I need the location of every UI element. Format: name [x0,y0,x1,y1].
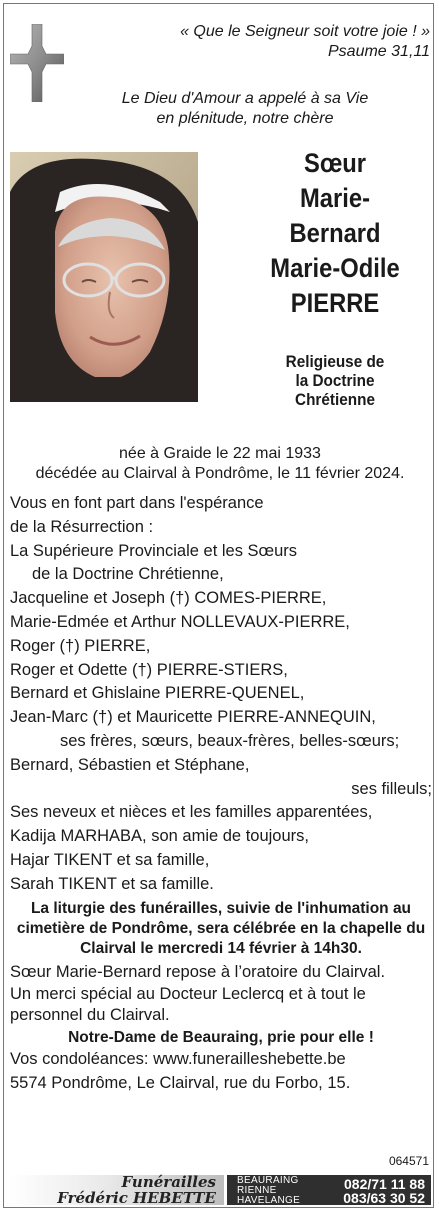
phone-number-1[interactable]: 082/71 11 88 [344,1176,425,1192]
condolences-link[interactable]: Vos condoléances: www.funerailleshebette.be [10,1050,346,1069]
name-line-3: Bernard [289,218,381,248]
intro-line-2: en plénitude, notre chère [156,110,334,127]
quote-source: Psaume 31,11 [328,43,430,60]
intro-line-1: Le Dieu d'Amour a appelé à sa Vie [121,90,369,107]
announcement-line: Vous en font part dans l'espérance [10,494,264,512]
deceased-name [251,146,418,321]
name-line-2: Marie- [300,183,370,213]
funeral-home-contacts [227,1175,431,1205]
funeral-home-line-1: Funérailles [121,1173,216,1191]
family-line: de la Doctrine Chrétienne, [32,565,224,584]
family-line: Roger et Odette (†) PIERRE-STIERS, [10,660,288,679]
announcement-line: de la Résurrection : [10,517,154,536]
family-line: ses frères, sœurs, beaux-frères, belles-sœurs; [60,731,400,750]
funeral-home-name [9,1175,224,1205]
family-line: Sarah TIKENT et sa famille. [10,874,214,893]
family-line: Roger (†) PIERRE, [10,636,151,655]
reference-number: 064571 [388,1154,429,1168]
portrait-photo [10,152,198,402]
prayer-text: Notre-Dame de Beauraing, prie pour elle ! [68,1029,374,1047]
order-line-1: Religieuse de [285,352,385,371]
death-date: décédée au Clairval à Pondrôme, le 11 février 2024. [35,465,405,482]
name-line-4: Marie-Odile [270,253,400,283]
order-line-2: la Doctrine [295,371,375,390]
name-line-5: PIERRE [290,288,380,318]
notice-body [10,492,432,1096]
order-line-3: Chrétienne [295,390,375,409]
location-beauraing: BEAURAING [237,1175,299,1186]
funeral-details: La liturgie des funérailles, suivie de l'inhumation au cimetière de Pondrôme, sera célébrée en la chapelle du Clairval le mercredi 14 février à 14h30. [16,899,426,957]
family-line: Jean-Marc (†) et Mauricette PIERRE-ANNEQUIN, [10,708,376,727]
funeral-home-banner [9,1175,431,1205]
location-havelange: HAVELANGE [237,1195,301,1206]
family-line: Jacqueline et Joseph (†) COMES-PIERRE, [10,589,327,608]
family-line: Bernard, Sébastien et Stéphane, [10,755,250,774]
birth-death-dates [10,444,430,484]
birth-date: née à Graide le 22 mai 1933 [119,445,321,462]
family-line: ses filleuls; [351,779,432,798]
family-line: Marie-Edmée et Arthur NOLLEVAUX-PIERRE, [10,612,350,631]
family-line: Bernard et Ghislaine PIERRE-QUENEL, [10,684,305,703]
rest-location: Sœur Marie-Bernard repose à l’oratoire du Clairval. [10,962,386,981]
quote-text: « Que le Seigneur soit votre joie ! » [180,23,430,40]
phone-number-2[interactable]: 083/63 30 52 [343,1190,425,1206]
name-line-1: Sœur [303,148,367,178]
family-line: Hajar TIKENT et sa famille, [10,850,210,869]
intro-text [70,89,420,129]
religious-order [259,352,412,409]
scripture-quote [80,22,430,62]
family-line: La Supérieure Provinciale et les Sœurs [10,541,298,560]
location-rienne: RIENNE [237,1185,277,1196]
family-line: Ses neveux et nièces et les familles apparentées, [10,803,373,822]
family-line: Kadija MARHABA, son amie de toujours, [10,827,309,846]
funeral-home-line-2: Frédéric HEBETTE [57,1189,216,1207]
thanks-text: Un merci spécial au Docteur Leclercq et à tout le personnel du Clairval. [10,985,366,1025]
address-text: 5574 Pondrôme, Le Clairval, rue du Forbo, 15. [10,1074,351,1093]
cross-icon [10,24,64,102]
